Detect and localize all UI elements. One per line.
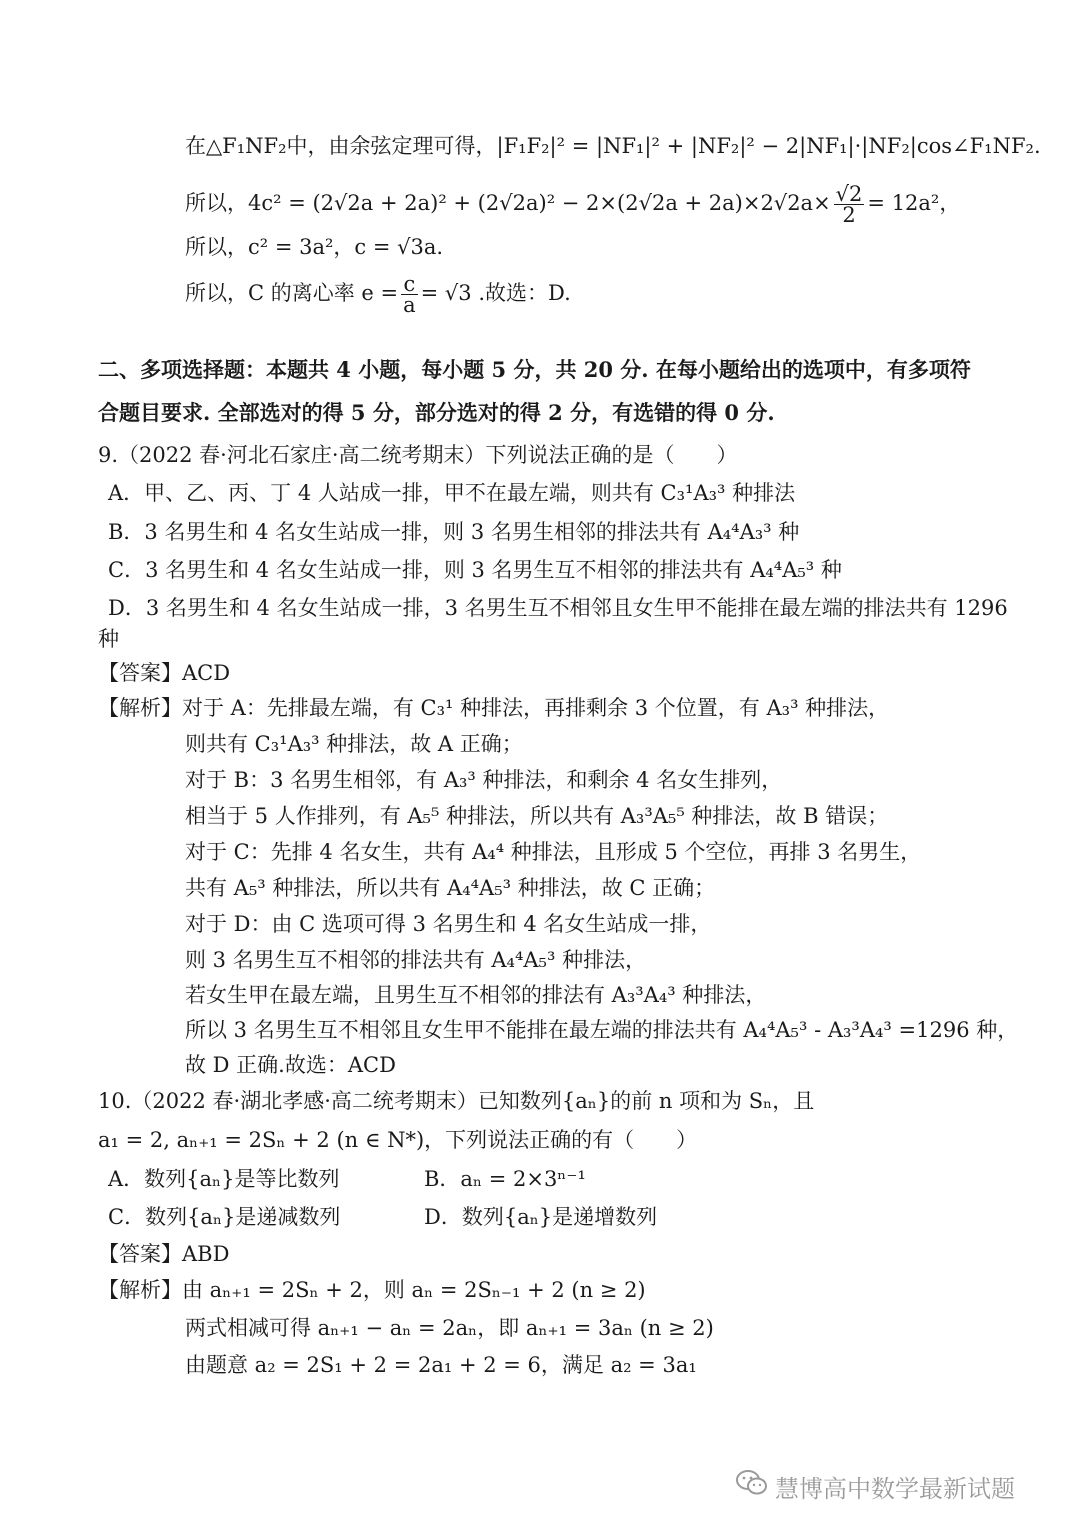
formula-left: 所以，C 的离心率 e = (185, 281, 399, 305)
solution-line: 相当于 5 人作排列，有 A₅⁵ 种排法，所以共有 A₃³A₅⁵ 种排法，故 B 错误； (185, 804, 889, 828)
solution-line: 对于 B：3 名男生相邻，有 A₃³ 种排法，和剩余 4 名女生排列， (185, 768, 783, 792)
section-heading: 二、多项选择题：本题共 4 小题，每小题 5 分，共 20 分. 在每小题给出的选项中，有多项符 (98, 357, 971, 382)
solution-line: 【解析】对于 A：先排最左端，有 C₃¹ 种排法，再排剩余 3 个位置，有 A₃³ 种排法， (98, 696, 890, 720)
option-b: B．aₙ = 2×3ⁿ⁻¹ (424, 1167, 586, 1191)
formula-right: = √3 .故选：D. (420, 281, 571, 305)
fraction: $\frac{c}{a}$ (403, 272, 416, 317)
solution-line: 对于 C：先排 4 名女生，共有 A₄⁴ 种排法，且形成 5 个空位，再排 3 名男生， (185, 840, 922, 864)
solution-line (185, 268, 571, 318)
question-stem: 9.（2022 春·河北石家庄·高二统考期末）下列说法正确的是（ ） (98, 443, 738, 467)
option-a: A．数列{aₙ}是等比数列 (108, 1167, 340, 1191)
solution-line: 【解析】由 aₙ₊₁ = 2Sₙ + 2，则 aₙ = 2Sₙ₋₁ + 2 (n ≥ 2) (98, 1278, 646, 1302)
formula-left: 所以，4c² = (2√2a + 2a)² + (2√2a)² − 2×(2√2a + 2a)×2√2a× (185, 191, 831, 215)
option-d: D．3 名男生和 4 名女生站成一排，3 名男生互不相邻且女生甲不能排在最左端的排法共有 1296 (108, 596, 1008, 620)
solution-line: 所以，c² = 3a²，c = √3a. (185, 235, 444, 259)
section-heading: 合题目要求. 全部选对的得 5 分，部分选对的得 2 分，有选错的得 0 分. (98, 400, 775, 425)
solution-line: 故 D 正确.故选：ACD (185, 1053, 396, 1077)
solution-line: 由题意 a₂ = 2S₁ + 2 = 2a₁ + 2 = 6，满足 a₂ = 3a₁ (185, 1353, 697, 1377)
solution-line: 共有 A₅³ 种排法，所以共有 A₄⁴A₅³ 种排法，故 C 正确； (185, 876, 716, 900)
solution-line: 在△F₁NF₂中，由余弦定理可得，|F₁F₂|² = |NF₁|² + |NF₂|² − 2|NF₁|·|NF₂|cos∠F₁NF₂. (185, 134, 1041, 158)
solution-line: 则 3 名男生互不相邻的排法共有 A₄⁴A₅³ 种排法， (185, 948, 647, 972)
solution-line: 若女生甲在最左端，且男生互不相邻的排法有 A₃³A₄³ 种排法， (185, 983, 767, 1007)
option-c: C．3 名男生和 4 名女生站成一排，则 3 名男生互不相邻的排法共有 A₄⁴A₅³ 种 (108, 558, 842, 582)
question-stem: 10.（2022 春·湖北孝感·高二统考期末）已知数列{aₙ}的前 n 项和为 Sₙ，且 (98, 1089, 815, 1113)
watermark-text: 慧博高中数学最新试题 (775, 1474, 1015, 1503)
option-a: A．甲、乙、丙、丁 4 人站成一排，甲不在最左端，则共有 C₃¹A₃³ 种排法 (108, 481, 796, 505)
option-c: C．数列{aₙ}是递减数列 (108, 1205, 341, 1229)
option-b: B．3 名男生和 4 名女生站成一排，则 3 名男生相邻的排法共有 A₄⁴A₃³ 种 (108, 520, 800, 544)
answer: 【答案】ACD (98, 661, 231, 685)
solution-line: 所以 3 名男生互不相邻且女生甲不能排在最左端的排法共有 A₄⁴A₅³ - A₃³A₄³ =1296 种， (185, 1018, 1019, 1042)
answer: 【答案】ABD (98, 1242, 230, 1266)
formula-right: = 12a²， (867, 191, 961, 215)
option-d-continued: 种 (98, 627, 119, 651)
solution-line: 两式相减可得 aₙ₊₁ − aₙ = 2aₙ，即 aₙ₊₁ = 3aₙ (n ≥ 2) (185, 1316, 714, 1340)
question-stem: a₁ = 2, aₙ₊₁ = 2Sₙ + 2 (n ∈ N*)，下列说法正确的有（ ） (98, 1128, 698, 1152)
watermark (735, 1468, 1015, 1504)
solution-line: 对于 D：由 C 选项可得 3 名男生和 4 名女生站成一排， (185, 912, 712, 936)
option-d: D．数列{aₙ}是递增数列 (424, 1205, 658, 1229)
solution-line: 则共有 C₃¹A₃³ 种排法，故 A 正确； (185, 732, 523, 756)
wechat-icon (735, 1468, 769, 1504)
solution-line (185, 178, 960, 228)
fraction: $\frac{√2}{2}$ (835, 182, 863, 227)
